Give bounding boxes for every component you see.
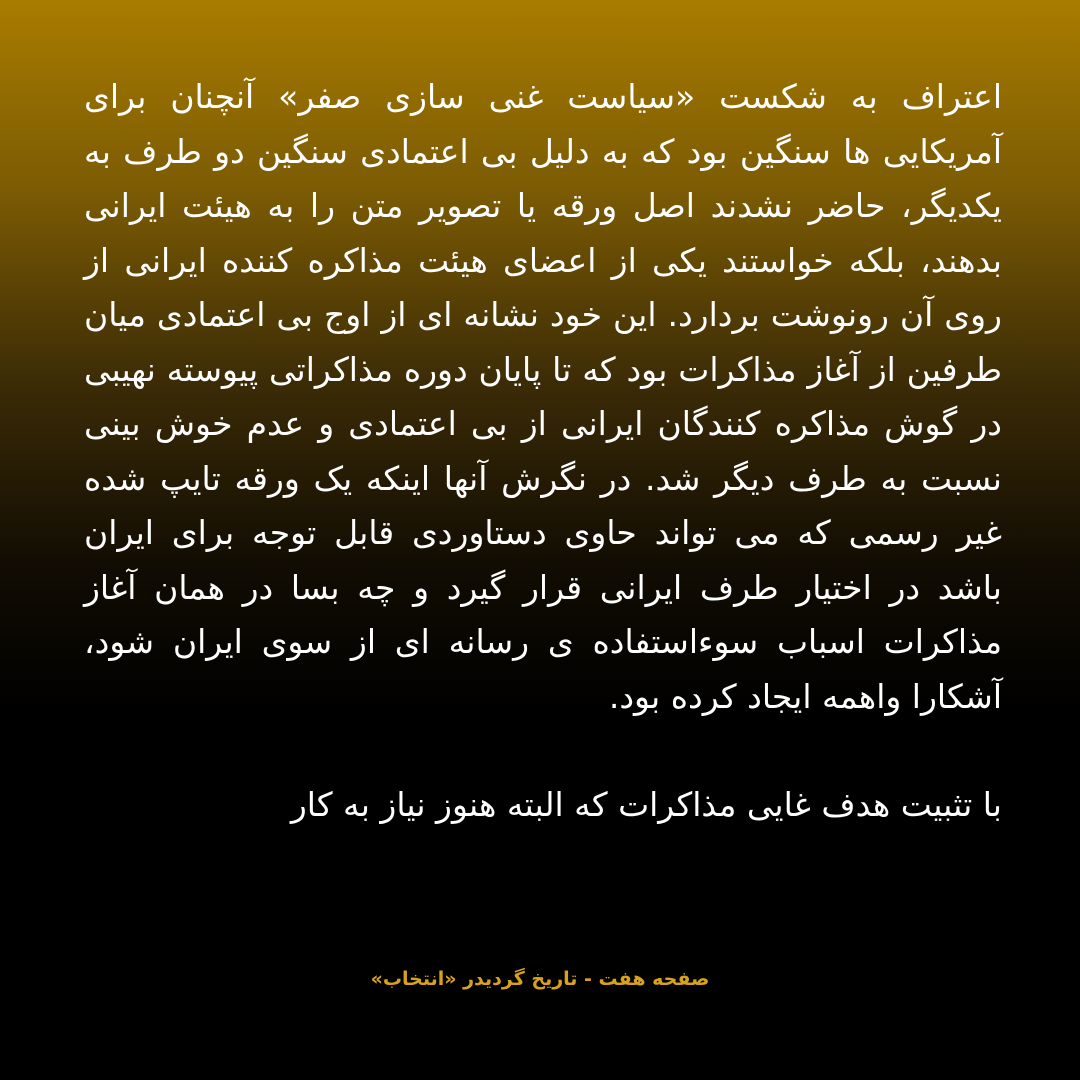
text-body: [84, 70, 1002, 833]
paragraph-1: اعتراف به شکست «سیاست غنی سازی صفر» آنچنان برای آمریکایی ها سنگین بود که به دلیل بی اعتمادی سنگین دو طرف به یکدیگر، حاضر نشدند اصل ورقه یا تصویر متن را به هیئت ایرانی بدهند، بلکه خواستند یکی از اعضای هیئت مذاکره کننده ایرانی از روی آن رونوشت بردارد. این خود نشانه ای از اوج بی اعتمادی میان طرفین از آغاز مذاکرات بود که تا پایان دوره مذاکراتی پیوسته نهیبی در گوش مذاکره کنندگان ایرانی از بی اعتمادی و عدم خوش بینی نسبت به طرف دیگر شد. در نگرش آنها اینکه یک ورقه تایپ شده غیر رسمی که می تواند حاوی دستاوردی قابل توجه برای ایران باشد در اختیار طرف ایرانی قرار گیرد و چه بسا در همان آغاز مذاکرات اسباب سوءاستفاده ی رسانه ای از سوی ایران شود، آشکارا واهمه ایجاد کرده بود.: [84, 77, 1002, 716]
paragraph-2: با تثبیت هدف غایی مذاکرات که البته هنوز نیاز به کار: [290, 785, 1002, 824]
page-caption: صفحه هفت - تاریخ گردیدر «انتخاب»: [370, 968, 710, 990]
